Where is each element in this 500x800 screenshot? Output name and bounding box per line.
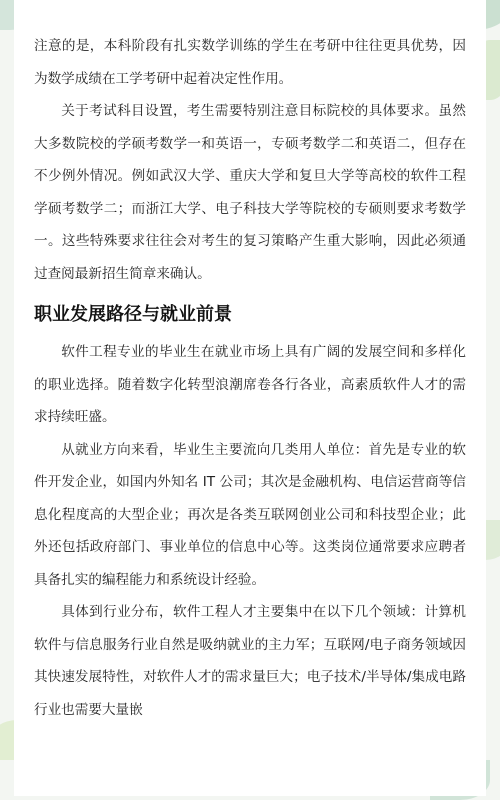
paragraph: 从就业方向来看，毕业生主要流向几类用人单位：首先是专业的软件开发企业，如国内外知名 IT 公司；其次是金融机构、电信运营商等信息化程度高的大型企业；再次是各类互联网创业公司和科技型企业；此外还包括政府部门、事业单位的信息中心等。这类岗位通常要求应聘者具备扎实的编程能力和系统设计经验。: [34, 441, 466, 588]
document-page: [14, 0, 486, 796]
section-heading: 职业发展路径与就业前景: [34, 304, 232, 325]
paragraph: 关于考试科目设置，考生需要特别注意目标院校的具体要求。虽然大多数院校的学硕考数学一和英语一，专硕考数学二和英语二，但存在不少例外情况。例如武汉大学、重庆大学和复旦大学等高校的软件工程学硕考数学二；而浙江大学、电子科技大学等院校的专硕则要求考数学一。这些特殊要求往往会对考生的复习策略产生重大影响，因此必须通过查阅最新招生简章来确认。: [34, 103, 466, 282]
paragraph: 注意的是，本科阶段有扎实数学训练的学生在考研中往往更具优势，因为数学成绩在工学考研中起着决定性作用。: [34, 38, 466, 87]
paragraph: 具体到行业分布，软件工程人才主要集中在以下几个领域：计算机软件与信息服务行业自然是吸纳就业的主力军；互联网/电子商务领域因其快速发展特性，对软件人才的需求量巨大；电子技术/半导体/集成电路行业也需要大量嵌: [34, 604, 466, 718]
paragraph: 软件工程专业的毕业生在就业市场上具有广阔的发展空间和多样化的职业选择。随着数字化转型浪潮席卷各行各业，高素质软件人才的需求持续旺盛。: [34, 344, 466, 425]
